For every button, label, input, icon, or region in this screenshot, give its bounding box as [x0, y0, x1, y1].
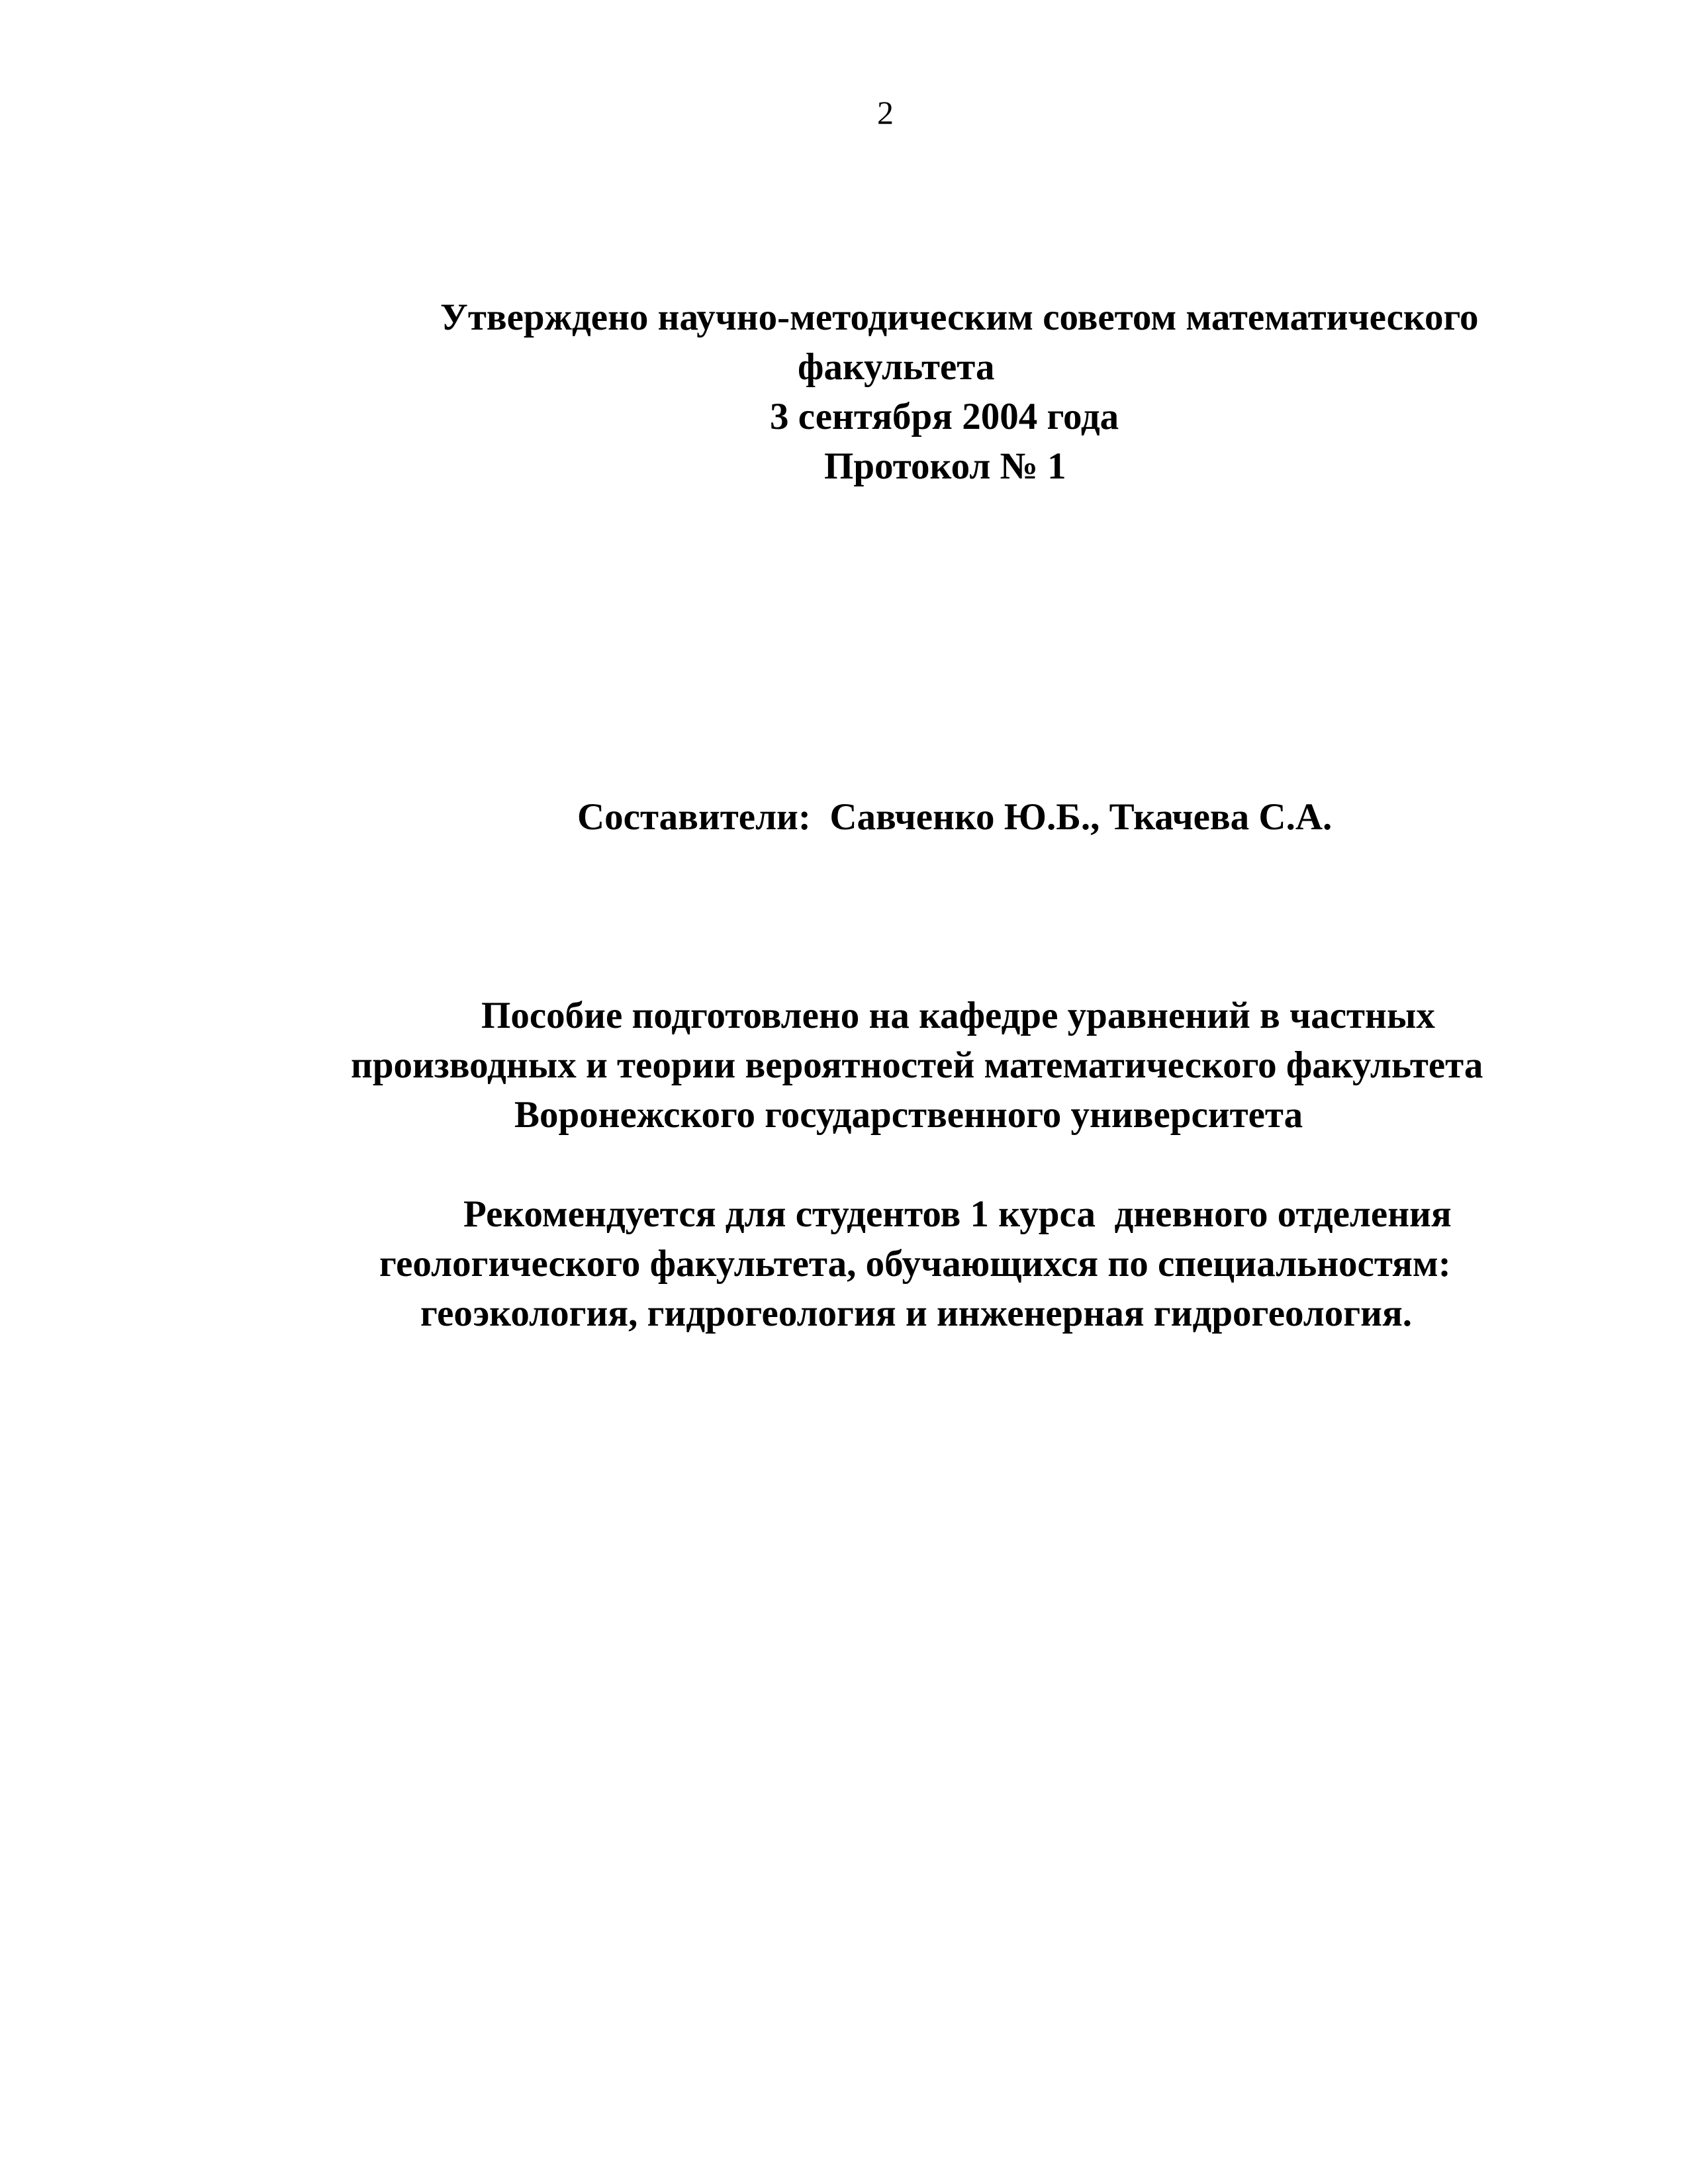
prepared-line-3: Воронежского государственного университета — [514, 1094, 1303, 1136]
prepared-line-2: производных и теории вероятностей математического факультета — [351, 1044, 1483, 1086]
page-number: 2 — [877, 94, 894, 131]
approval-date: 3 сентября 2004 года — [770, 396, 1119, 437]
approval-line-2: факультета — [798, 346, 995, 388]
recommended-line-3: геоэкология, гидрогеология и инженерная гидрогеология. — [420, 1293, 1413, 1334]
recommended-line-1: Рекомендуется для студентов 1 курса дневного отделения — [463, 1193, 1452, 1235]
approval-protocol: Протокол № 1 — [824, 445, 1066, 487]
approval-line-1: Утверждено научно-методическим советом математического — [440, 296, 1479, 338]
prepared-line-1: Пособие подготовлено на кафедре уравнений в частных — [481, 995, 1435, 1036]
recommended-line-2: геологического факультета, обучающихся по специальностям: — [379, 1243, 1451, 1285]
compilers-line: Составители: Савченко Ю.Б., Ткачева С.А. — [577, 796, 1333, 838]
